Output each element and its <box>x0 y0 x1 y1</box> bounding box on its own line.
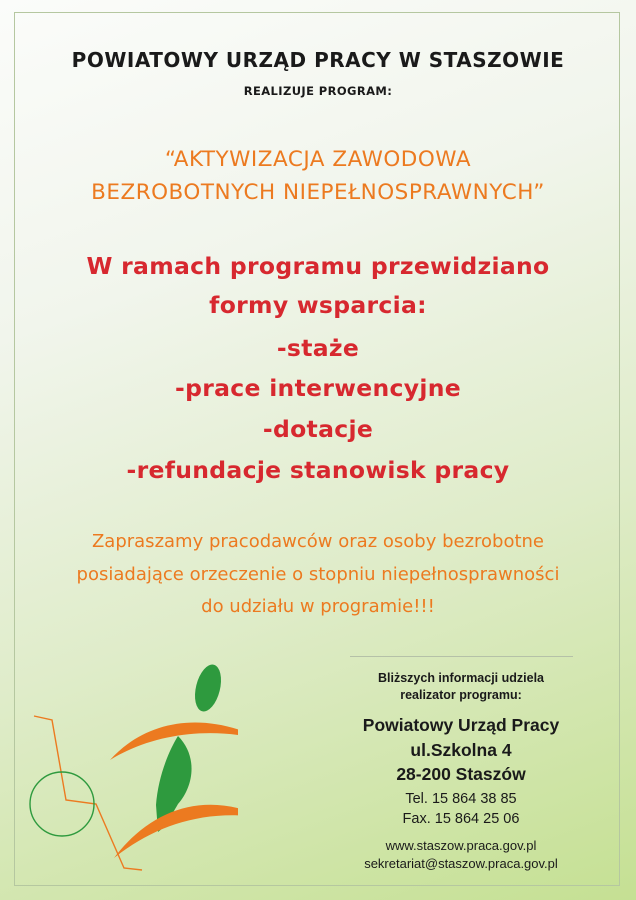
header-title: POWIATOWY URZĄD PRACY W STASZOWIE <box>71 48 565 72</box>
support-item-grants: -dotacje <box>262 415 374 443</box>
disabled-person-logo-icon <box>28 660 238 892</box>
office-name: Powiatowy Urząd Pracy <box>362 715 560 735</box>
office-website: www.staszow.praca.gov.pl <box>385 838 537 853</box>
office-phone: Tel. 15 864 38 85 <box>405 791 517 807</box>
program-name-line-1: “AKTYWIZACJA ZAWODOWA <box>164 147 472 172</box>
office-fax: Fax. 15 864 25 06 <box>402 811 520 827</box>
program-name-line-2: BEZROBOTNYCH NIEPEŁNOSPRAWNYCH” <box>91 180 545 205</box>
office-street: ul.Szkolna 4 <box>410 740 512 760</box>
support-item-intervention-works: -prace interwencyjne <box>175 374 461 402</box>
office-city: 28-200 Staszów <box>396 764 526 784</box>
contact-heading-line-2: realizator programu: <box>400 688 522 702</box>
figure-legs <box>114 805 238 858</box>
support-intro-line-2: formy wsparcia: <box>209 291 427 319</box>
invitation-line-2: posiadające orzeczenie o stopniu niepełnosprawności <box>76 564 560 585</box>
office-email: sekretariat@staszow.praca.gov.pl <box>364 856 558 871</box>
contact-divider <box>350 656 573 657</box>
invitation-line-3: do udziału w programie!!! <box>201 596 435 617</box>
invitation-line-1: Zapraszamy pracodawców oraz osoby bezrobotne <box>91 531 545 552</box>
header-subtitle: REALIZUJE PROGRAM: <box>243 84 393 98</box>
wheelchair-wheel <box>30 772 94 836</box>
contact-heading-line-1: Bliższych informacji udziela <box>377 671 544 685</box>
support-item-internships: -staże <box>276 334 360 362</box>
figure-head <box>191 662 226 714</box>
support-intro-line-1: W ramach programu przewidziano <box>86 252 550 280</box>
support-item-workplace-refunds: -refundacje stanowisk pracy <box>126 456 510 484</box>
